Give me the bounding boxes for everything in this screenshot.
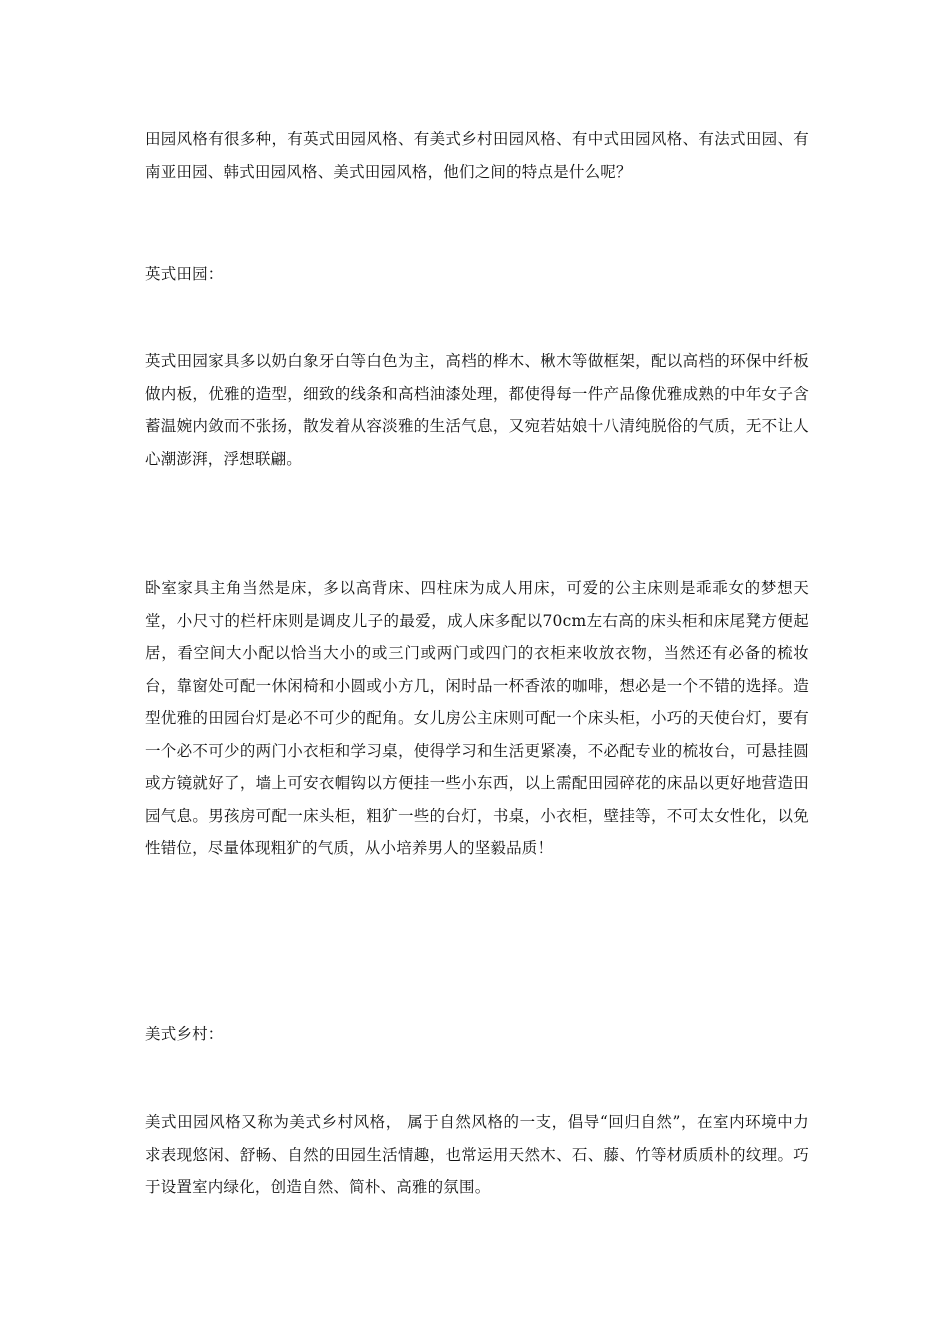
intro-paragraph: 田园风格有很多种，有英式田园风格、有美式乡村田园风格、有中式田园风格、有法式田园、有南亚田园、韩式田园风格、美式田园风格，他们之间的特点是什么呢？	[145, 130, 809, 181]
american-country-paragraph: 美式田园风格又称为美式乡村风格， 属于自然风格的一支，倡导“回归自然”，在室内环境中力求表现悠闲、舒畅、自然的田园生活情趣，也常运用天然木、石、藤、竹等材质质朴的纹理。巧于设置室内绿化，创造自然、简朴、高雅的氛围。	[145, 1113, 809, 1196]
english-garden-paragraph-bedroom: 卧室家具主角当然是床，多以高背床、四柱床为成人用床，可爱的公主床则是乖乖女的梦想天堂，小尺寸的栏杆床则是调皮儿子的最爱，成人床多配以70cm左右高的床头柜和床尾凳方便起居，看空间大小配以恰当大小的或三门或两门或四门的衣柜来收放衣物，当然还有必备的梳妆台，靠窗处可配一休闲椅和小圆或小方几，闲时品一杯香浓的咖啡，想必是一个不错的选择。造型优雅的田园台灯是必不可少的配角。女儿房公主床则可配一个床头柜，小巧的天使台灯，要有一个必不可少的两门小衣柜和学习桌，使得学习和生活更紧凑，不必配专业的梳妆台，可悬挂圆或方镜就好了，墙上可安衣帽钩以方便挂一些小东西，以上需配田园碎花的床品以更好地营造田园气息。男孩房可配一床头柜，粗犷一些的台灯，书桌，小衣柜，壁挂等，不可太女性化，以免性错位，尽量体现粗犷的气质，从小培养男人的坚毅品质！	[145, 579, 809, 857]
english-garden-paragraph-furniture: 英式田园家具多以奶白象牙白等白色为主，高档的桦木、楸木等做框架，配以高档的环保中纤板做内板，优雅的造型，细致的线条和高档油漆处理，都使得每一件产品像优雅成熟的中年女子含蓄温婉内敛而不张扬，散发着从容淡雅的生活气息，又宛若姑娘十八清纯脱俗的气质，无不让人心潮澎湃，浮想联翩。	[145, 352, 809, 468]
section-heading-american-country: 美式乡村：	[145, 1025, 224, 1043]
section-heading-english-garden: 英式田园：	[145, 265, 224, 283]
